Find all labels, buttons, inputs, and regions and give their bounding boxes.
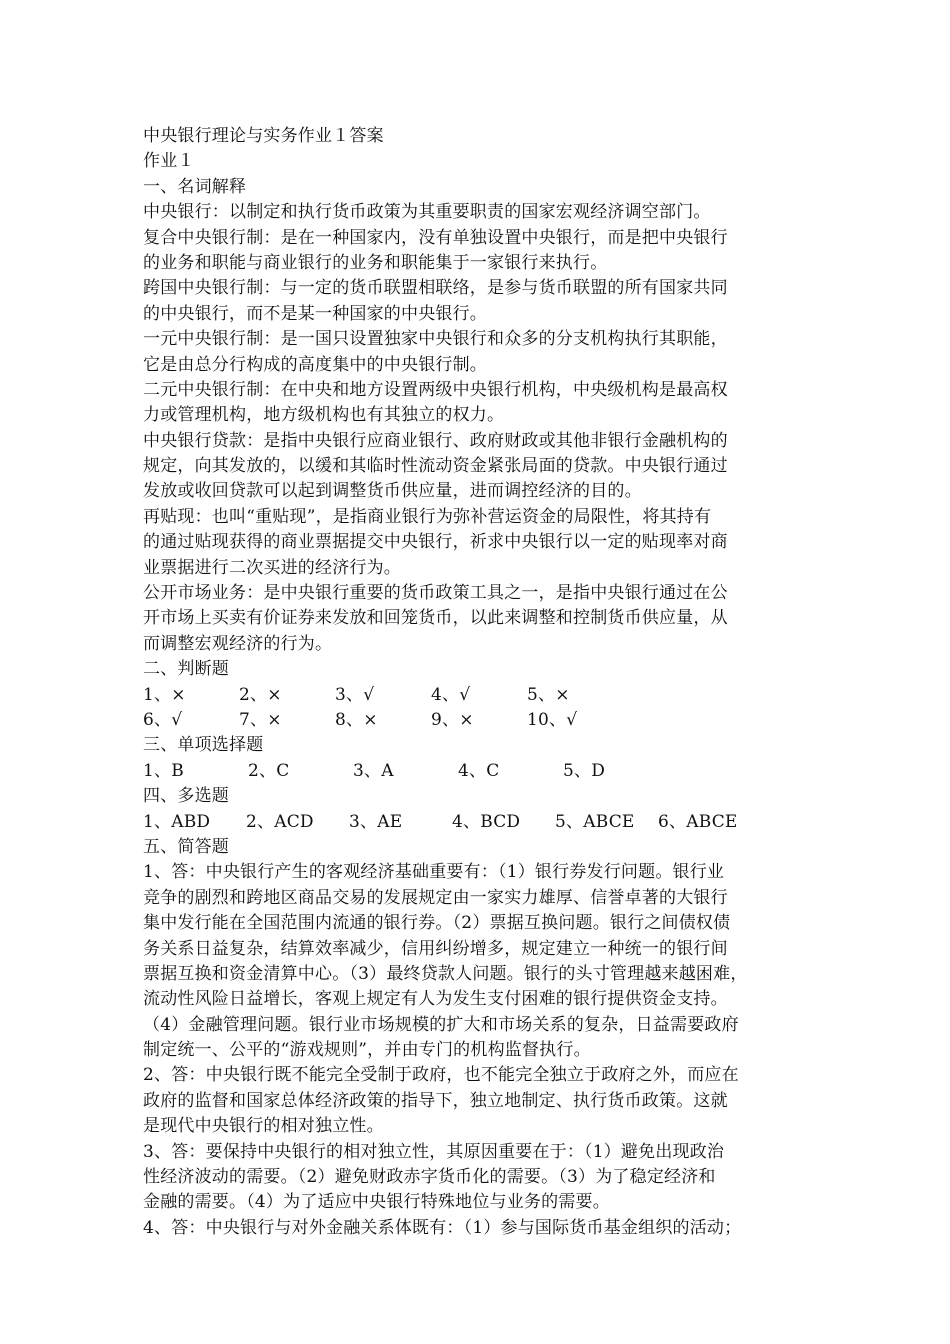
answer-item: 5、×: [527, 684, 570, 705]
answer-item: 3、AE: [349, 811, 403, 832]
text-line: 集中发行能在全国范围内流通的银行券。（2）票据互换问题。银行之间债权债: [143, 913, 731, 934]
text-line: 再贴现：也叫“重贴现”，是指商业银行为弥补营运资金的局限性，将其持有: [143, 506, 712, 527]
text-line: 是现代中央银行的相对独立性。: [143, 1116, 384, 1137]
text-line: 它是由总分行构成的高度集中的中央银行制。: [143, 354, 487, 375]
text-line: 的业务和职能与商业银行的业务和职能集于一家银行来执行。: [143, 252, 608, 273]
section-heading-terms: 一、名词解释: [143, 176, 247, 197]
text-line: 力或管理机构，地方级机构也有其独立的权力。: [143, 405, 505, 426]
text-line: （4）金融管理问题。银行业市场规模的扩大和市场关系的复杂，日益需要政府: [143, 1014, 739, 1035]
text-line: 开市场上买卖有价证券来发放和回笼货币，以此来调整和控制货币供应量，从: [143, 608, 728, 629]
answer-item: 6、ABCE: [658, 811, 738, 832]
text-line: 而调整宏观经济的行为。: [143, 633, 333, 654]
text-line: 的通过贴现获得的商业票据提交中央银行，祈求中央银行以一定的贴现率对商: [143, 532, 728, 553]
assignment-label: 作业１: [143, 151, 195, 172]
text-line: 务关系日益复杂，结算效率减少，信用纠纷增多，规定建立一种统一的银行间: [143, 938, 728, 959]
text-line: 规定，向其发放的，以缓和其临时性流动资金紧张局面的贷款。中央银行通过: [143, 456, 728, 477]
section-heading-short-answer: 五、简答题: [143, 836, 229, 857]
text-line: 政府的监督和国家总体经济政策的指导下，独立地制定、执行货币政策。这就: [143, 1090, 728, 1111]
answer-item: 7、×: [239, 709, 282, 730]
answer-item: 2、C: [248, 760, 290, 781]
answer-row: [143, 810, 823, 835]
answer-item: 6、√: [143, 709, 183, 730]
text-line: 制定统一、公平的“游戏规则”，并由专门的机构监督执行。: [143, 1040, 591, 1061]
text-line: 业票据进行二次买进的经济行为。: [143, 557, 401, 578]
answer-item: 2、×: [239, 684, 282, 705]
answer-item: 4、C: [458, 760, 500, 781]
text-line: 3、答：要保持中央银行的相对独立性，其原因重要在于：（1）避免出现政治: [143, 1141, 725, 1162]
answer-item: 10、√: [527, 709, 578, 730]
answer-item: 5、D: [563, 760, 606, 781]
text-line: 中央银行：以制定和执行货币政策为其重要职责的国家宏观经济调空部门。: [143, 202, 711, 223]
text-line: 发放或收回贷款可以起到调整货币供应量，进而调控经济的目的。: [143, 481, 642, 502]
answer-item: 1、ABD: [143, 811, 211, 832]
text-line: 一元中央银行制：是一国只设置独家中央银行和众多的分支机构执行其职能，: [143, 329, 728, 350]
section-heading-single-choice: 三、单项选择题: [143, 735, 264, 756]
text-line: 性经济波动的需要。（2）避免财政赤字货币化的需要。（3）为了稳定经济和: [143, 1167, 716, 1188]
text-line: 竞争的剧烈和跨地区商品交易的发展规定由一家实力雄厚、信誉卓著的大银行: [143, 887, 728, 908]
answer-item: 8、×: [335, 709, 378, 730]
answer-item: 1、×: [143, 684, 186, 705]
answer-item: 1、B: [143, 760, 184, 781]
section-heading-multiple-choice: 四、多选题: [143, 786, 229, 807]
text-line: 跨国中央银行制：与一定的货币联盟相联络，是参与货币联盟的所有国家共同: [143, 278, 728, 299]
answer-item: 9、×: [431, 709, 474, 730]
text-line: 2、答：中央银行既不能完全受制于政府，也不能完全独立于政府之外，而应在: [143, 1065, 739, 1086]
text-line: 流动性风险日益增长，客观上规定有人为发生支付困难的银行提供资金支持。: [143, 989, 728, 1010]
text-line: 的中央银行，而不是某一种国家的中央银行。: [143, 303, 487, 324]
text-line: 1、答：中央银行产生的客观经济基础重要有：（1）银行券发行问题。银行业: [143, 862, 725, 883]
answer-row: [143, 759, 823, 784]
answer-item: 2、ACD: [246, 811, 314, 832]
document-body: [143, 124, 823, 1241]
section-heading-true-false: 二、判断题: [143, 659, 229, 680]
document-title: 中央银行理论与实务作业１答案: [143, 126, 384, 146]
answer-item: 3、A: [353, 760, 394, 781]
text-line: 4、答：中央银行与对外金融关系体既有：（1）参与国际货币基金组织的活动；: [143, 1217, 742, 1238]
text-line: 中央银行贷款：是指中央银行应商业银行、政府财政或其他非银行金融机构的: [143, 430, 728, 451]
answer-item: 3、√: [335, 684, 375, 705]
text-line: 公开市场业务：是中央银行重要的货币政策工具之一，是指中央银行通过在公: [143, 583, 728, 604]
answer-row: [143, 708, 823, 733]
answer-item: 4、BCD: [452, 811, 521, 832]
text-line: 票据互换和资金清算中心。（3）最终贷款人问题。银行的头寸管理越来越困难，: [143, 963, 748, 984]
text-line: 复合中央银行制：是在一种国家内，没有单独设置中央银行，而是把中央银行: [143, 227, 728, 248]
text-line: 二元中央银行制：在中央和地方设置两级中央银行机构，中央级机构是最高权: [143, 379, 728, 400]
answer-row: [143, 683, 823, 708]
answer-item: 5、ABCE: [555, 811, 635, 832]
answer-item: 4、√: [431, 684, 471, 705]
text-line: 金融的需要。（4）为了适应中央银行特殊地位与业务的需要。: [143, 1192, 610, 1213]
